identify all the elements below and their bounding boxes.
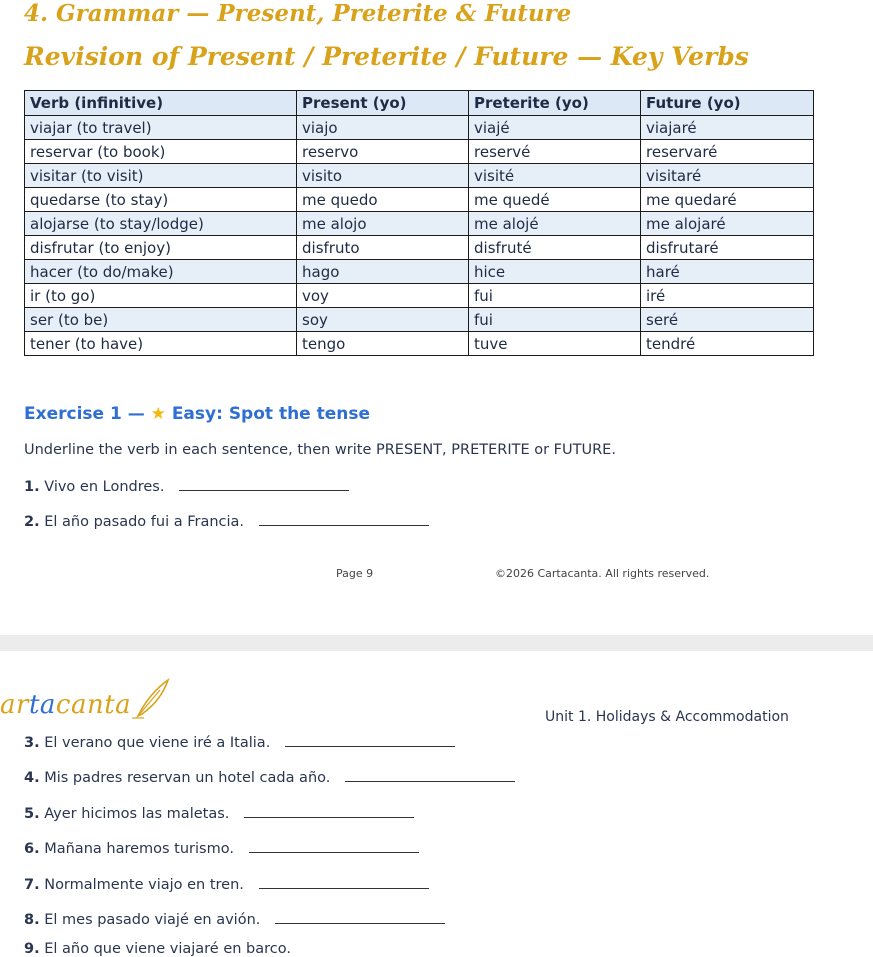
answer-blank[interactable] — [275, 909, 445, 924]
table-row — [25, 284, 814, 308]
table-row — [25, 140, 814, 164]
question-number: 3. — [24, 735, 40, 751]
question-text: Mis padres reservan un hotel cada año. — [44, 770, 331, 786]
cell-infinitive: tener (to have) — [25, 332, 297, 356]
cell-preterite: viajé — [469, 116, 641, 140]
unit-title: Unit 1. Holidays & Accommodation — [545, 709, 789, 725]
question-number: 6. — [24, 841, 40, 857]
cell-future: reservaré — [641, 140, 814, 164]
section-heading: 4. Grammar — Present, Preterite & Future — [24, 0, 572, 27]
cell-future: haré — [641, 260, 814, 284]
cell-preterite: visité — [469, 164, 641, 188]
question-item — [24, 476, 349, 495]
verb-table — [24, 90, 814, 356]
feather-quill-icon — [130, 676, 172, 720]
question-item — [24, 838, 419, 857]
answer-blank[interactable] — [244, 803, 414, 818]
cell-future: me quedaré — [641, 188, 814, 212]
cell-future: iré — [641, 284, 814, 308]
cell-future: disfrutaré — [641, 236, 814, 260]
cell-future: visitaré — [641, 164, 814, 188]
cell-present: reservo — [297, 140, 469, 164]
page-separator — [0, 635, 873, 651]
col-header-present: Present (yo) — [297, 91, 469, 116]
question-text: El mes pasado viajé en avión. — [44, 912, 261, 928]
star-icon: ★ — [150, 404, 166, 424]
cell-infinitive: disfrutar (to enjoy) — [25, 236, 297, 260]
cell-preterite: fui — [469, 284, 641, 308]
exercise-title-suffix: Easy: Spot the tense — [171, 404, 371, 424]
table-row — [25, 212, 814, 236]
cell-infinitive: alojarse (to stay/lodge) — [25, 212, 297, 236]
cell-preterite: fui — [469, 308, 641, 332]
question-number: 2. — [24, 514, 40, 530]
question-item — [24, 767, 515, 786]
col-header-infinitive: Verb (infinitive) — [25, 91, 297, 116]
question-text: Vivo en Londres. — [44, 479, 165, 495]
cell-present: voy — [297, 284, 469, 308]
cell-present: soy — [297, 308, 469, 332]
question-text: El año pasado fui a Francia. — [44, 514, 245, 530]
cell-future: tendré — [641, 332, 814, 356]
logo-text-part: ar — [0, 690, 29, 720]
question-item — [24, 511, 429, 530]
cell-infinitive: ser (to be) — [25, 308, 297, 332]
cell-present: disfruto — [297, 236, 469, 260]
question-number: 1. — [24, 479, 40, 495]
cell-preterite: disfruté — [469, 236, 641, 260]
table-row — [25, 260, 814, 284]
cell-preterite: hice — [469, 260, 641, 284]
table-row — [25, 116, 814, 140]
answer-blank[interactable] — [259, 874, 429, 889]
cell-present: viajo — [297, 116, 469, 140]
table-row — [25, 164, 814, 188]
cell-preterite: reservé — [469, 140, 641, 164]
question-number: 4. — [24, 770, 40, 786]
question-number: 5. — [24, 806, 40, 822]
cell-future: viajaré — [641, 116, 814, 140]
cell-future: seré — [641, 308, 814, 332]
cell-present: hago — [297, 260, 469, 284]
cell-preterite: me alojé — [469, 212, 641, 236]
question-item — [24, 874, 429, 893]
cell-preterite: tuve — [469, 332, 641, 356]
answer-blank[interactable] — [249, 838, 419, 853]
cell-infinitive: viajar (to travel) — [25, 116, 297, 140]
cell-present: visito — [297, 164, 469, 188]
cell-future: me alojaré — [641, 212, 814, 236]
cell-infinitive: quedarse (to stay) — [25, 188, 297, 212]
cell-infinitive: reservar (to book) — [25, 140, 297, 164]
table-row — [25, 332, 814, 356]
col-header-future: Future (yo) — [641, 91, 814, 116]
question-text: Normalmente viajo en tren. — [44, 877, 244, 893]
table-row — [25, 308, 814, 332]
question-number: 9. — [24, 941, 40, 957]
question-number: 7. — [24, 877, 40, 893]
cell-preterite: me quedé — [469, 188, 641, 212]
copyright-notice: ©2026 Cartacanta. All rights reserved. — [495, 567, 710, 580]
question-item — [24, 732, 455, 751]
answer-blank[interactable] — [259, 511, 429, 526]
sub-heading: Revision of Present / Preterite / Future — Key Verbs — [24, 42, 749, 71]
cell-infinitive: ir (to go) — [25, 284, 297, 308]
cell-present: me alojo — [297, 212, 469, 236]
exercise-title — [24, 404, 370, 424]
exercise-title-prefix: Exercise 1 — — [24, 404, 145, 424]
question-item — [24, 909, 445, 928]
table-header-row — [25, 91, 814, 116]
page-number: Page 9 — [336, 567, 374, 580]
cell-infinitive: hacer (to do/make) — [25, 260, 297, 284]
question-text: Ayer hicimos las maletas. — [44, 806, 230, 822]
question-item — [24, 803, 414, 822]
brand-logo — [0, 690, 131, 720]
question-text: El verano que viene iré a Italia. — [44, 735, 271, 751]
cell-infinitive: visitar (to visit) — [25, 164, 297, 188]
cell-present: me quedo — [297, 188, 469, 212]
question-number: 8. — [24, 912, 40, 928]
logo-text-part: canta — [55, 690, 132, 720]
answer-blank[interactable] — [179, 476, 349, 491]
answer-blank[interactable] — [345, 767, 515, 782]
table-row — [25, 236, 814, 260]
table-row — [25, 188, 814, 212]
answer-blank[interactable] — [285, 732, 455, 747]
question-text: El año que viene viajaré en barco. — [44, 941, 291, 957]
question-item — [24, 941, 291, 957]
col-header-preterite: Preterite (yo) — [469, 91, 641, 116]
cell-present: tengo — [297, 332, 469, 356]
exercise-instructions: Underline the verb in each sentence, then write PRESENT, PRETERITE or FUTURE. — [24, 442, 616, 458]
question-text: Mañana haremos turismo. — [44, 841, 234, 857]
logo-text-part: ta — [28, 690, 56, 720]
